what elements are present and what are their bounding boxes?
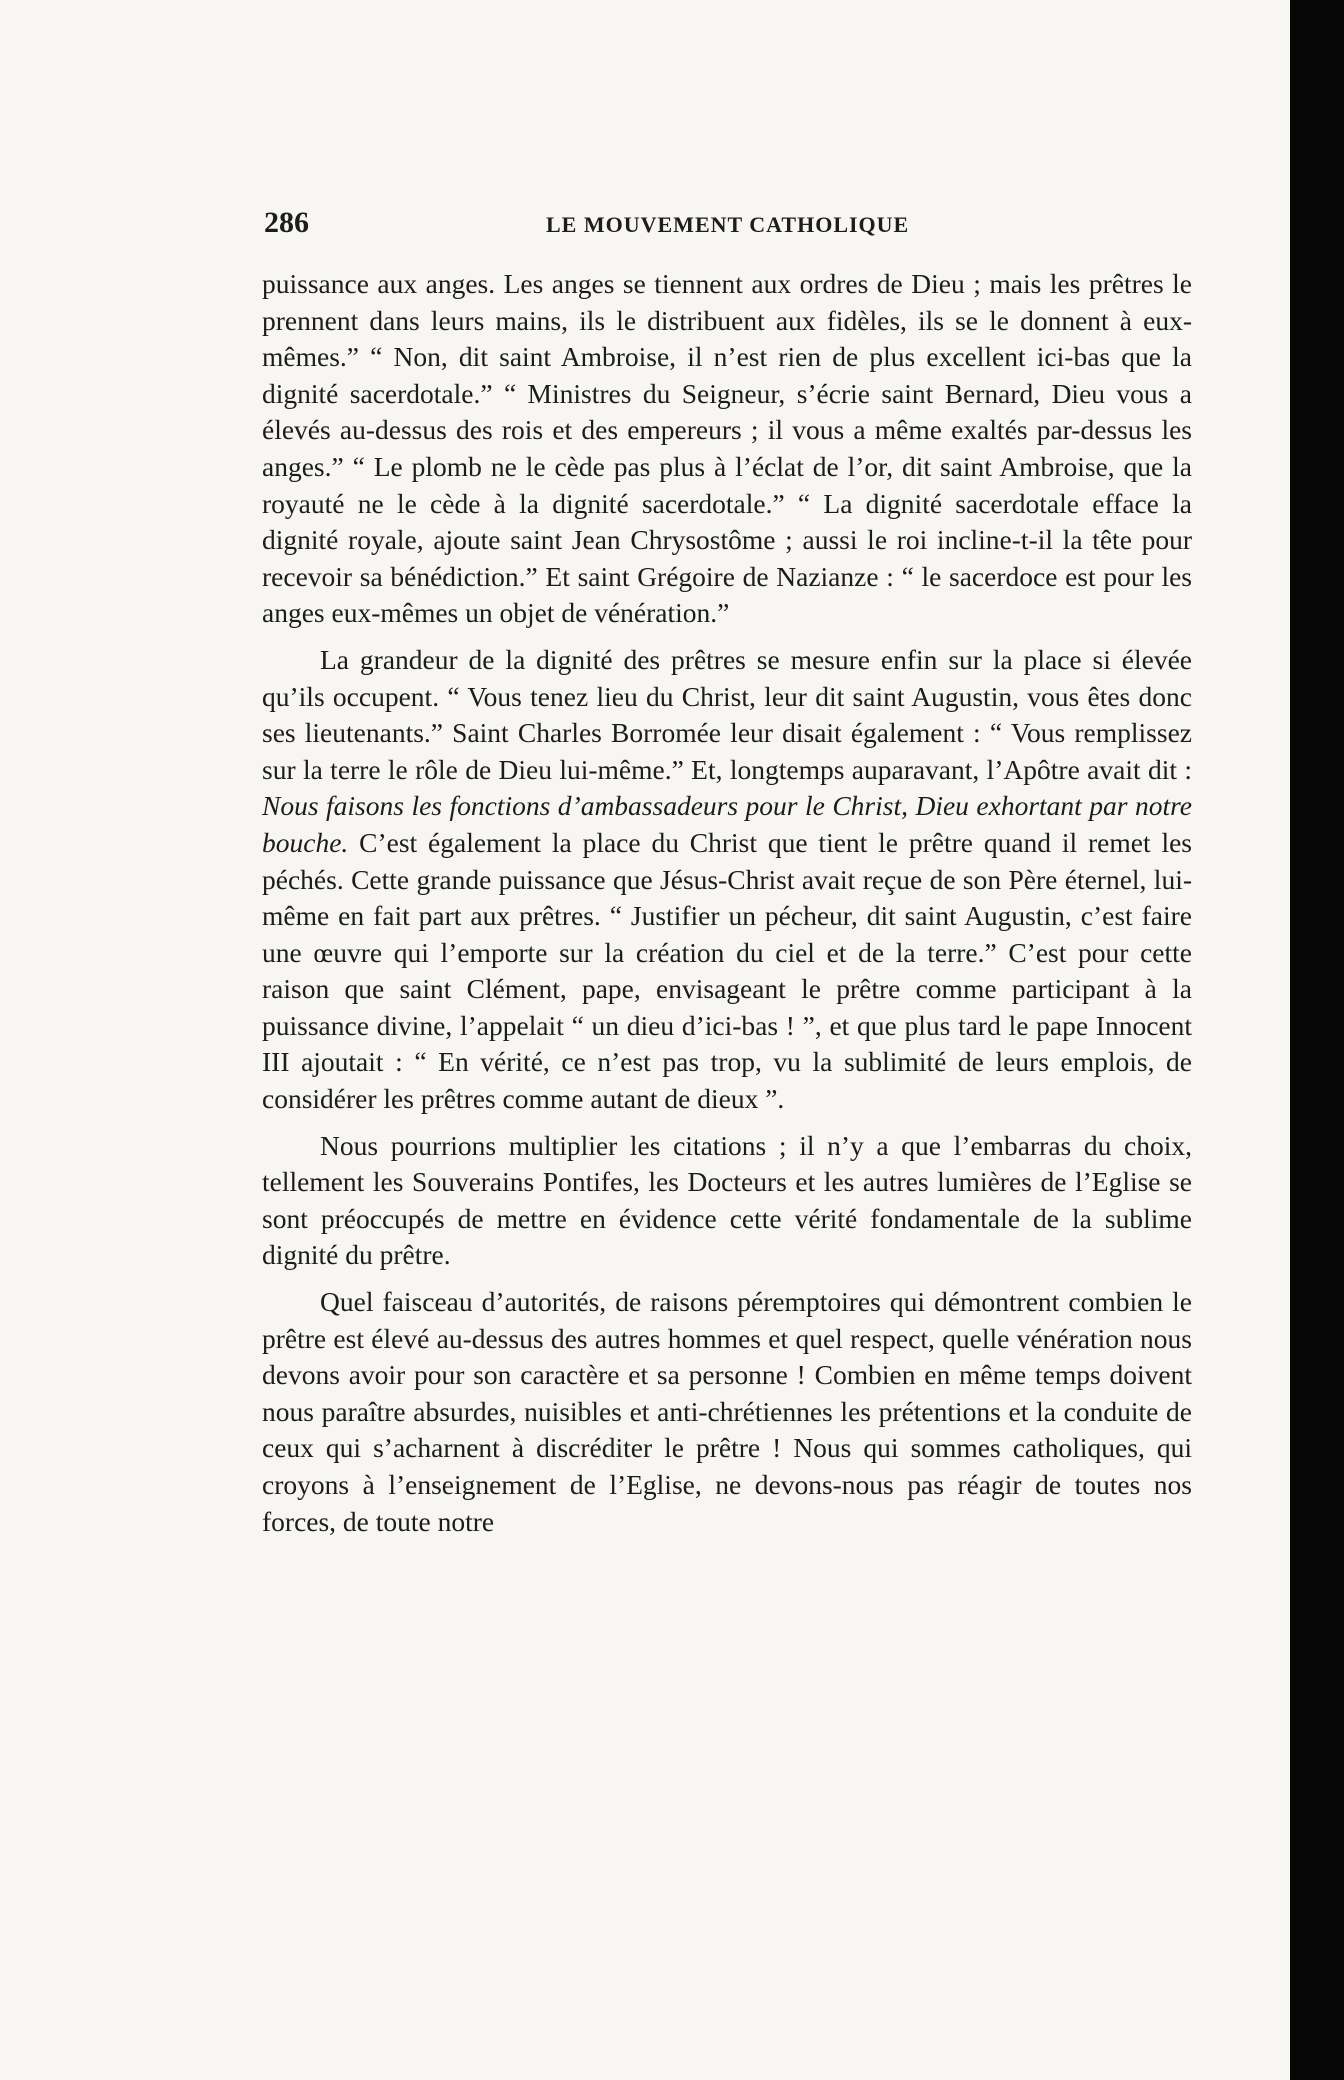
body-text [262, 266, 1192, 1540]
paragraph-2-text-start: La grandeur de la dignité des prêtres se mesure enfin sur la place si élevée qu’ils occupent. “ Vous tenez lieu du Christ, leur dit saint Augustin, vous êtes donc ses lieutenants.” Saint Charles Borromée leur disait également : “ Vous remplissez sur la terre le rôle de Dieu lui-même.” Et, longtemps auparavant, l’Apôtre avait dit : [262, 643, 1192, 785]
page-number: 286 [264, 206, 309, 239]
paragraph-2 [262, 642, 1192, 1118]
running-title: LE MOUVEMENT CATHOLIQUE [546, 212, 910, 237]
scan-border [1290, 0, 1344, 2080]
paragraph-1: puissance aux anges. Les anges se tiennent aux ordres de Dieu ; mais les prêtres le prennent dans leurs mains, ils le distribuent aux fidèles, ils se le donnent à eux-mêmes.” “ Non, dit saint Ambroise, il n’est rien de plus excellent ici-bas que la dignité sacerdotale.” “ Ministres du Seigneur, s’écrie saint Bernard, Dieu vous a élevés au-dessus des rois et des empereurs ; il vous a même exaltés par-dessus les anges.” “ Le plomb ne le cède pas plus à l’éclat de l’or, dit saint Ambroise, que la royauté ne le cède à la dignité sacerdotale.” “ La dignité sacerdotale efface la dignité royale, ajoute saint Jean Chrysostôme ; aussi le roi incline-t-il la tête pour recevoir sa bénédiction.” Et saint Grégoire de Nazianze : “ le sacerdoce est pour les anges eux-mêmes un objet de vénération.” [262, 268, 1192, 629]
paragraph-2-text-end: C’est également la place du Christ que tient le prêtre quand il remet les péchés. Cette grande puissance que Jésus-Christ avait reçue de son Père éternel, lui-même en fait part aux prêtres. “ Justifier un pécheur, dit saint Augustin, c’est faire une œuvre qui l’emporte sur la création du ciel et de la terre.” C’est pour cette raison que saint Clément, pape, envisageant le prêtre comme participant à la puissance divine, l’appelait “ un dieu d’ici-bas ! ”, et que plus tard le pape Innocent III ajoutait : “ En vérité, ce n’est pas trop, vu la sublimité de leurs emplois, de considérer les prêtres comme autant de dieux ”. [262, 826, 1192, 1115]
paragraph-4: Quel faisceau d’autorités, de raisons péremptoires qui démontrent combien le prêtre est élevé au-dessus des autres hommes et quel respect, quelle vénération nous devons avoir pour son caractère et sa personne ! Combien en même temps doivent nous paraître absurdes, nuisibles et anti-chrétiennes les prétentions et la conduite de ceux qui s’acharnent à discréditer le prêtre ! Nous qui sommes catholiques, qui croyons à l’enseignement de l’Eglise, ne devons-nous pas réagir de toutes nos forces, de toute notre [262, 1286, 1192, 1537]
page-header [264, 206, 1194, 246]
italic-quotation: Nous faisons les fonctions d’ambassadeurs pour le Christ, Dieu exhortant par notre bouche. [262, 790, 1192, 858]
paragraph-3: Nous pourrions multiplier les citations ; il n’y a que l’embarras du choix, tellement les Souverains Pontifes, les Docteurs et les autres lumières de l’Eglise se sont préoccupés de mettre en évidence cette vérité fondamentale de la sublime dignité du prêtre. [262, 1129, 1192, 1271]
